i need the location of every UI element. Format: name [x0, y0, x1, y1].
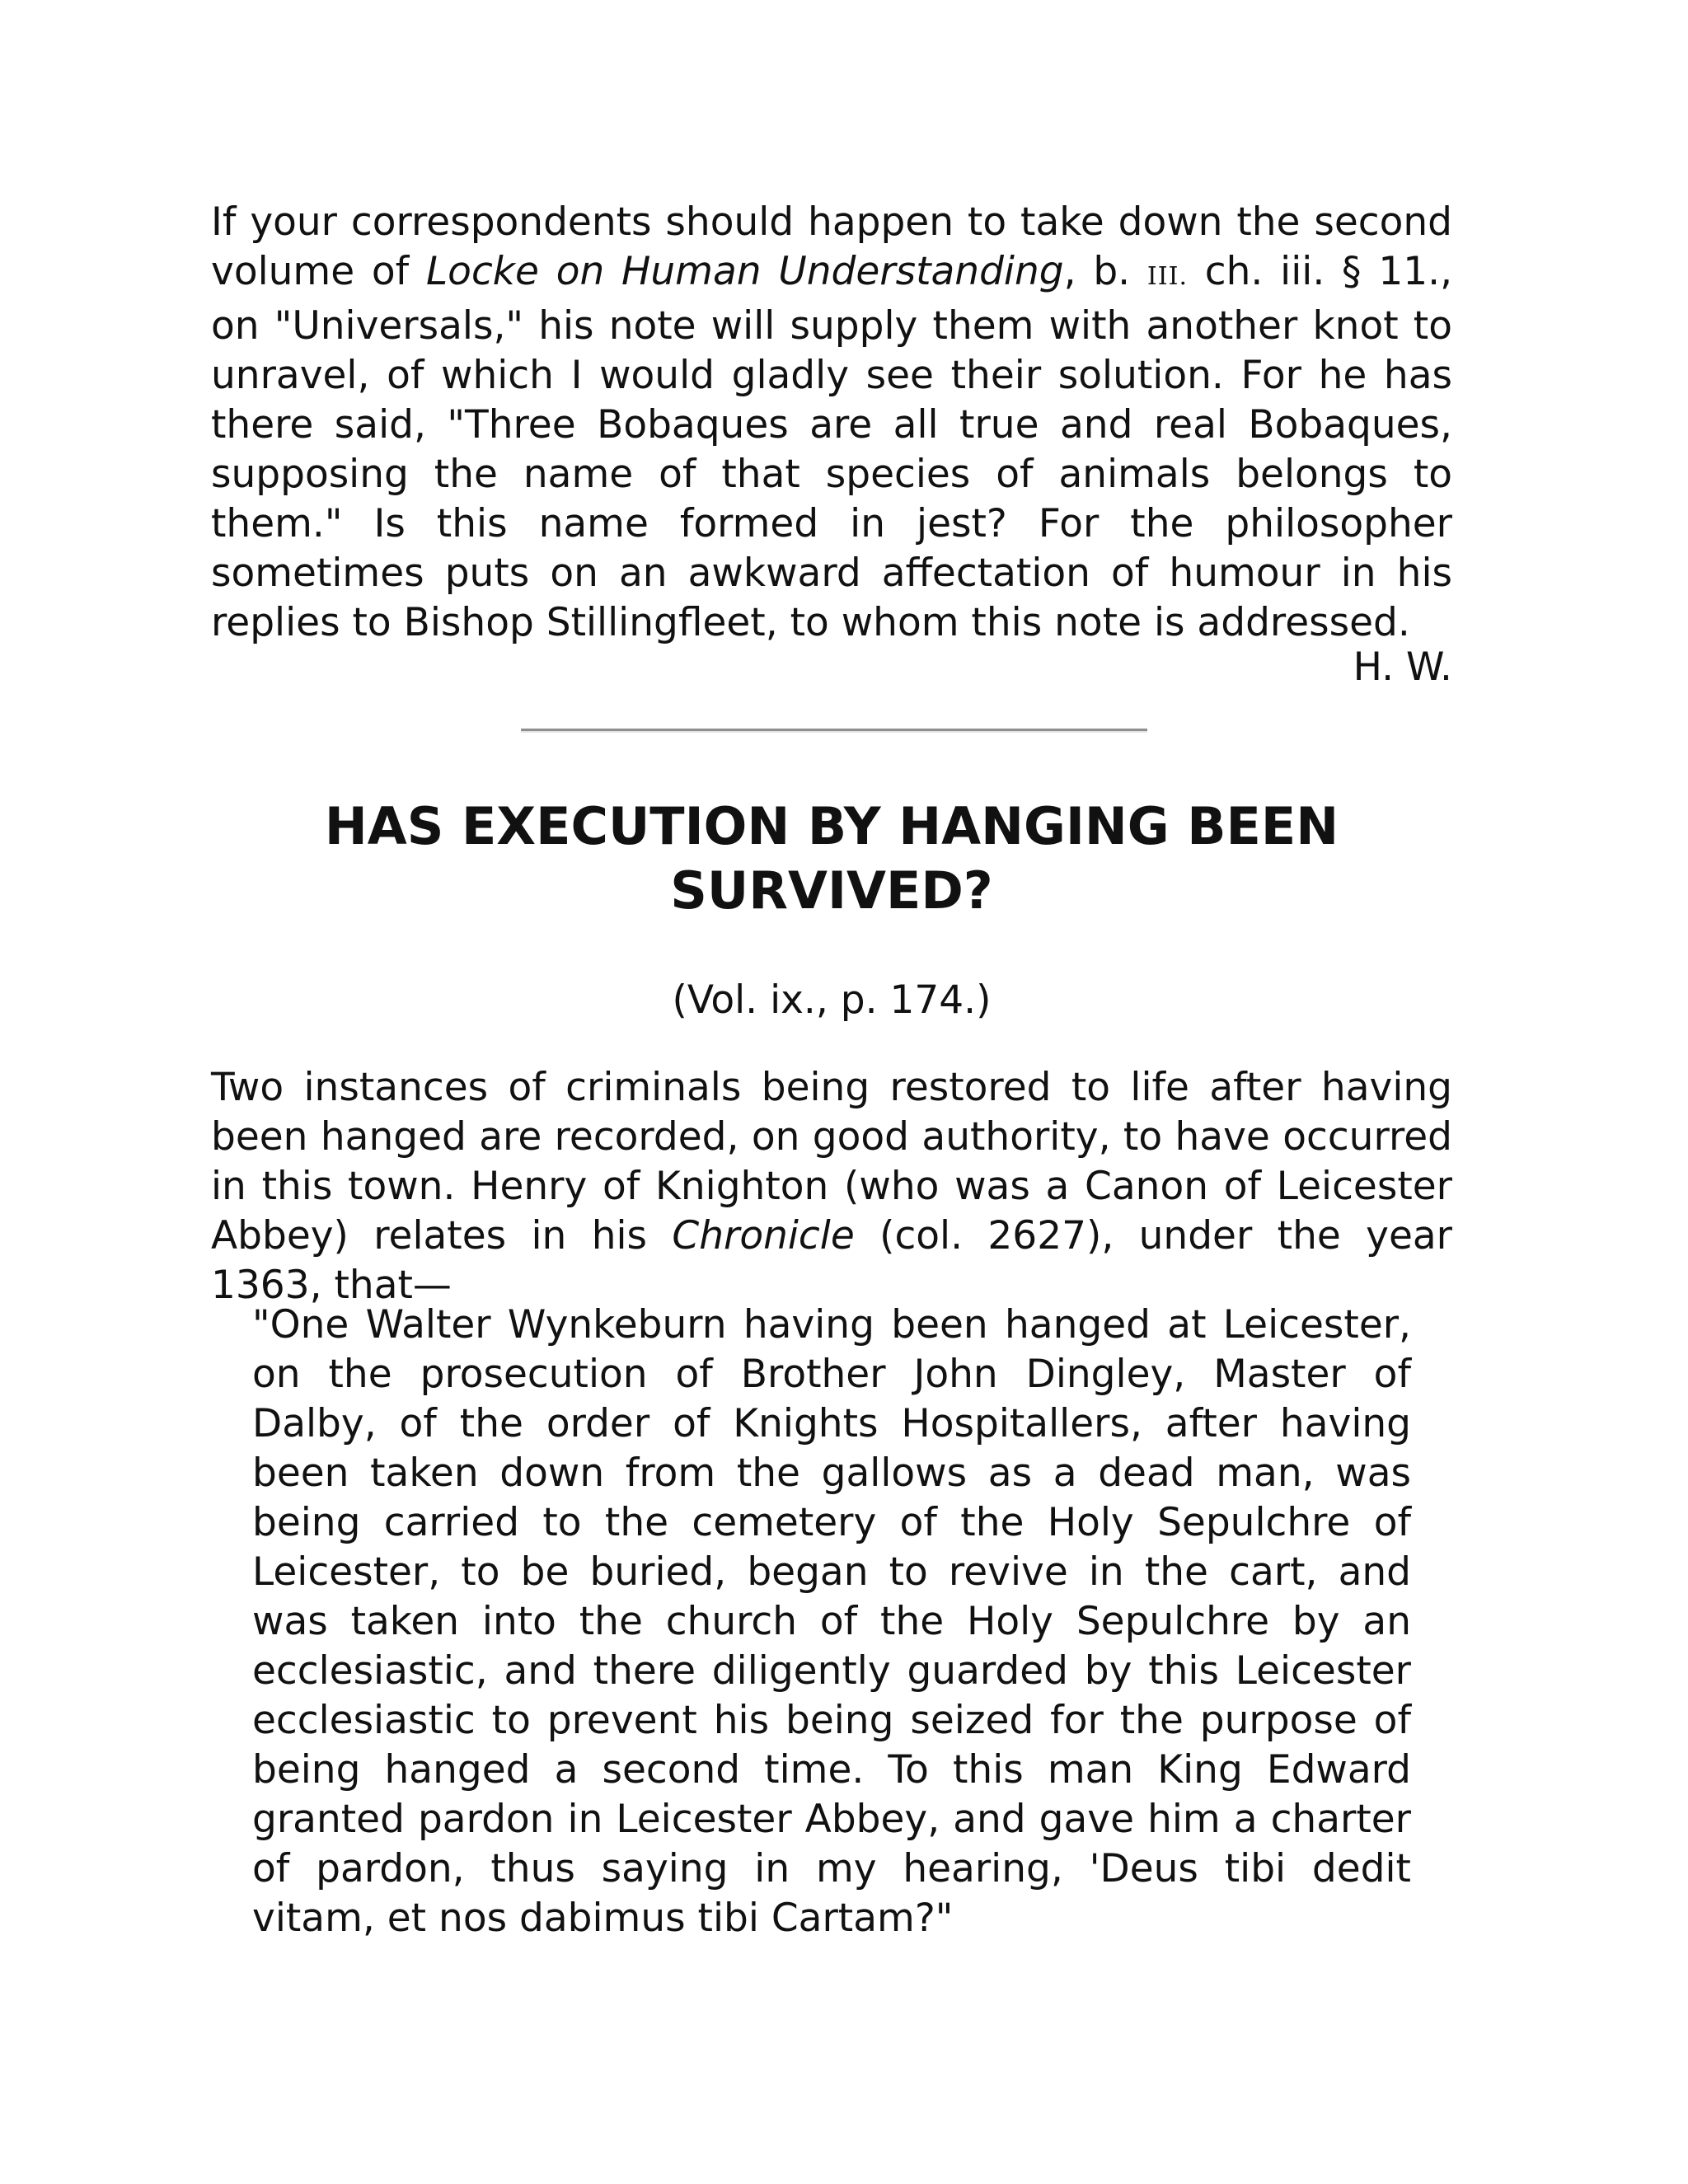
article-text-end: (col. 2627), under the year 1363, that—: [211, 1213, 1452, 1308]
book-number: III.: [1146, 262, 1188, 291]
quoted-passage: "One Walter Wynkeburn having been hanged at Leicester, on the prosecution of Brother John Dingley, Master of Dalby, of the order of Knights Hospitallers, after having been taken down from the gallows as a dead man, was being carried to the cemetery of the Holy Sepulchre of Leicester, to be buried, began to revive in the cart, and was taken into the church of the Holy Sepulchre by an ecclesiastic, and there diligently guarded by this Leicester ecclesiastic to prevent his being seized for the purpose of being hanged a second time. To this man King Edward granted pardon in Leicester Abbey, and gave him a charter of pardon, thus saying in my hearing, 'Deus tibi dedit vitam, et nos dabimus tibi Cartam?": [252, 1302, 1411, 1941]
chronicle-title: Chronicle: [672, 1213, 855, 1258]
letter-text-ref: , b.: [1063, 249, 1147, 294]
letter-text-end: ch. iii. § 11., on "Universals," his note will supply them with another knot to unravel, of which I would gladly see their solution. For he has there said, "Three Bobaques are all true and real Bobaques, supposing the name of that species of animals belongs to them." Is this name formed in jest? For the philosopher sometimes puts on an awkward affectation of humour in his replies to Bishop Stillingfleet, to whom this note is addressed.: [211, 249, 1453, 645]
letter-paragraph: [211, 198, 1452, 648]
heading-line-1: HAS EXECUTION BY HANGING BEEN: [324, 796, 1339, 856]
book-title: Locke on Human Understanding: [426, 249, 1064, 294]
article-paragraph: [211, 1063, 1452, 1310]
article-text-start: Two instances of criminals being restored to life after having been hanged are recorded, on good authority, to have occurred in this town. Henry of Knighton (who was a Canon of Leicester Abbey) relates in his: [211, 1065, 1452, 1258]
volume-reference: (Vol. ix., p. 174.): [672, 977, 992, 1023]
letter-text-start: If your correspondents should happen to take down the second volume of: [211, 199, 1452, 294]
letter-signature: H. W.: [1353, 644, 1452, 690]
article-heading: [211, 794, 1452, 923]
heading-line-2: SURVIVED?: [670, 860, 993, 921]
section-divider: [521, 729, 1147, 733]
